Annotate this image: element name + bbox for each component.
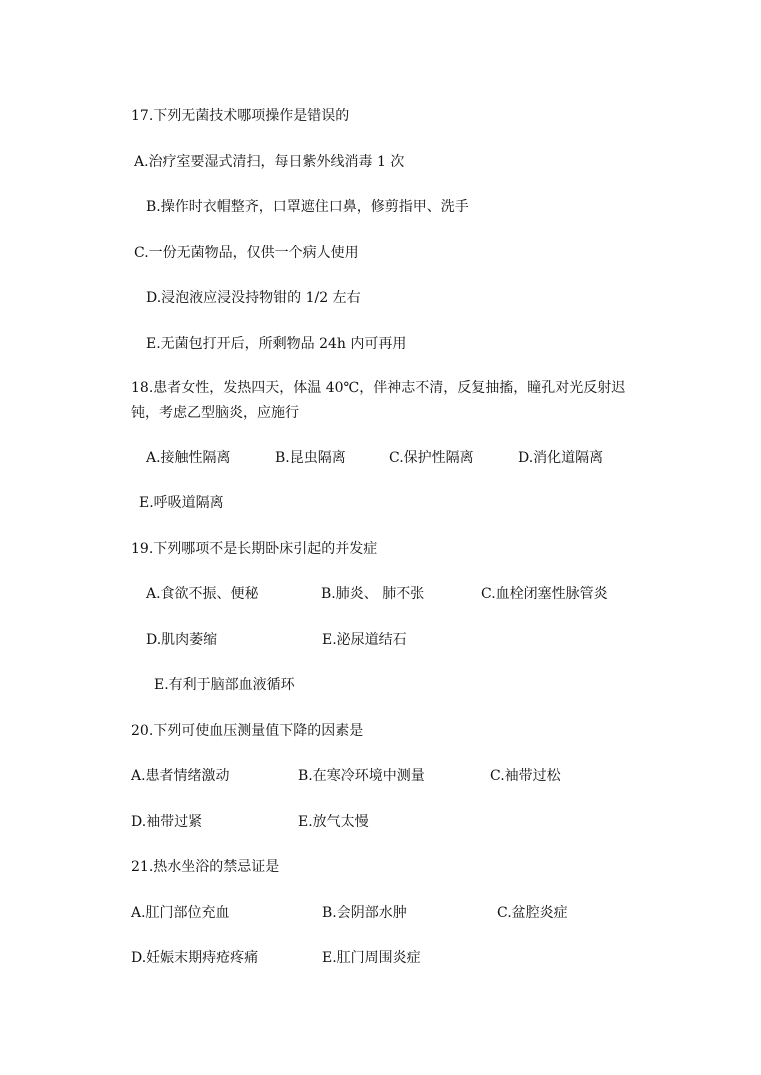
question-19-option-e-extra: E.有利于脑部血液循环 xyxy=(154,677,295,693)
question-17-option-b: B.操作时衣帽整齐，口罩遮住口鼻，修剪指甲、洗手 xyxy=(146,199,469,215)
question-20-option-b: B.在寒冷环境中测量 xyxy=(298,768,425,784)
question-21-option-e: E.肛门周围炎症 xyxy=(322,950,421,966)
question-21-option-a: A.肛门部位充血 xyxy=(131,905,230,921)
question-19-option-d: D.肌肉萎缩 xyxy=(146,632,218,648)
question-18-option-b: B.昆虫隔离 xyxy=(275,450,346,466)
question-18-stem: 18.患者女性，发热四天，体温 40℃，伴神志不清，反复抽搐，瞳孔对光反射迟钝，考虑乙型脑炎，应施行 xyxy=(131,380,626,421)
question-17-option-d: D.浸泡液应浸没持物钳的 1/2 左右 xyxy=(146,290,361,306)
question-21-option-d: D.妊娠末期痔疮疼痛 xyxy=(131,950,259,966)
question-17-stem: 17.下列无菌技术哪项操作是错误的 xyxy=(131,108,350,124)
question-20-option-c: C.袖带过松 xyxy=(490,768,561,784)
question-20-option-a: A.患者情绪激动 xyxy=(131,768,230,784)
question-21-option-b: B.会阴部水肿 xyxy=(322,905,407,921)
question-20-option-e: E.放气太慢 xyxy=(298,814,369,830)
question-18-option-d: D.消化道隔离 xyxy=(518,450,604,466)
question-18-option-c: C.保护性隔离 xyxy=(389,450,474,466)
question-19-option-b: B.肺炎、 肺不张 xyxy=(321,586,425,602)
question-17-option-e: E.无菌包打开后，所剩物品 24h 内可再用 xyxy=(146,336,407,352)
question-18-option-a: A.接触性隔离 xyxy=(146,450,231,466)
question-20-stem: 20.下列可使血压测量值下降的因素是 xyxy=(131,723,364,739)
question-17-option-c: C.一份无菌物品，仅供一个病人使用 xyxy=(134,245,359,261)
question-21-stem: 21.热水坐浴的禁忌证是 xyxy=(131,859,280,875)
question-19-option-a: A.食欲不振、便秘 xyxy=(146,586,259,602)
question-19-stem: 19.下列哪项不是长期卧床引起的并发症 xyxy=(131,541,378,557)
question-17-option-a: A.治疗室要湿式清扫，每日紫外线消毒 1 次 xyxy=(134,154,405,170)
question-18-option-e: E.呼吸道隔离 xyxy=(139,495,224,511)
question-19-option-e: E.泌尿道结石 xyxy=(322,632,407,648)
question-19-option-c: C.血栓闭塞性脉管炎 xyxy=(481,586,608,602)
question-21-option-c: C.盆腔炎症 xyxy=(497,905,568,921)
question-20-option-d: D.袖带过紧 xyxy=(131,814,203,830)
